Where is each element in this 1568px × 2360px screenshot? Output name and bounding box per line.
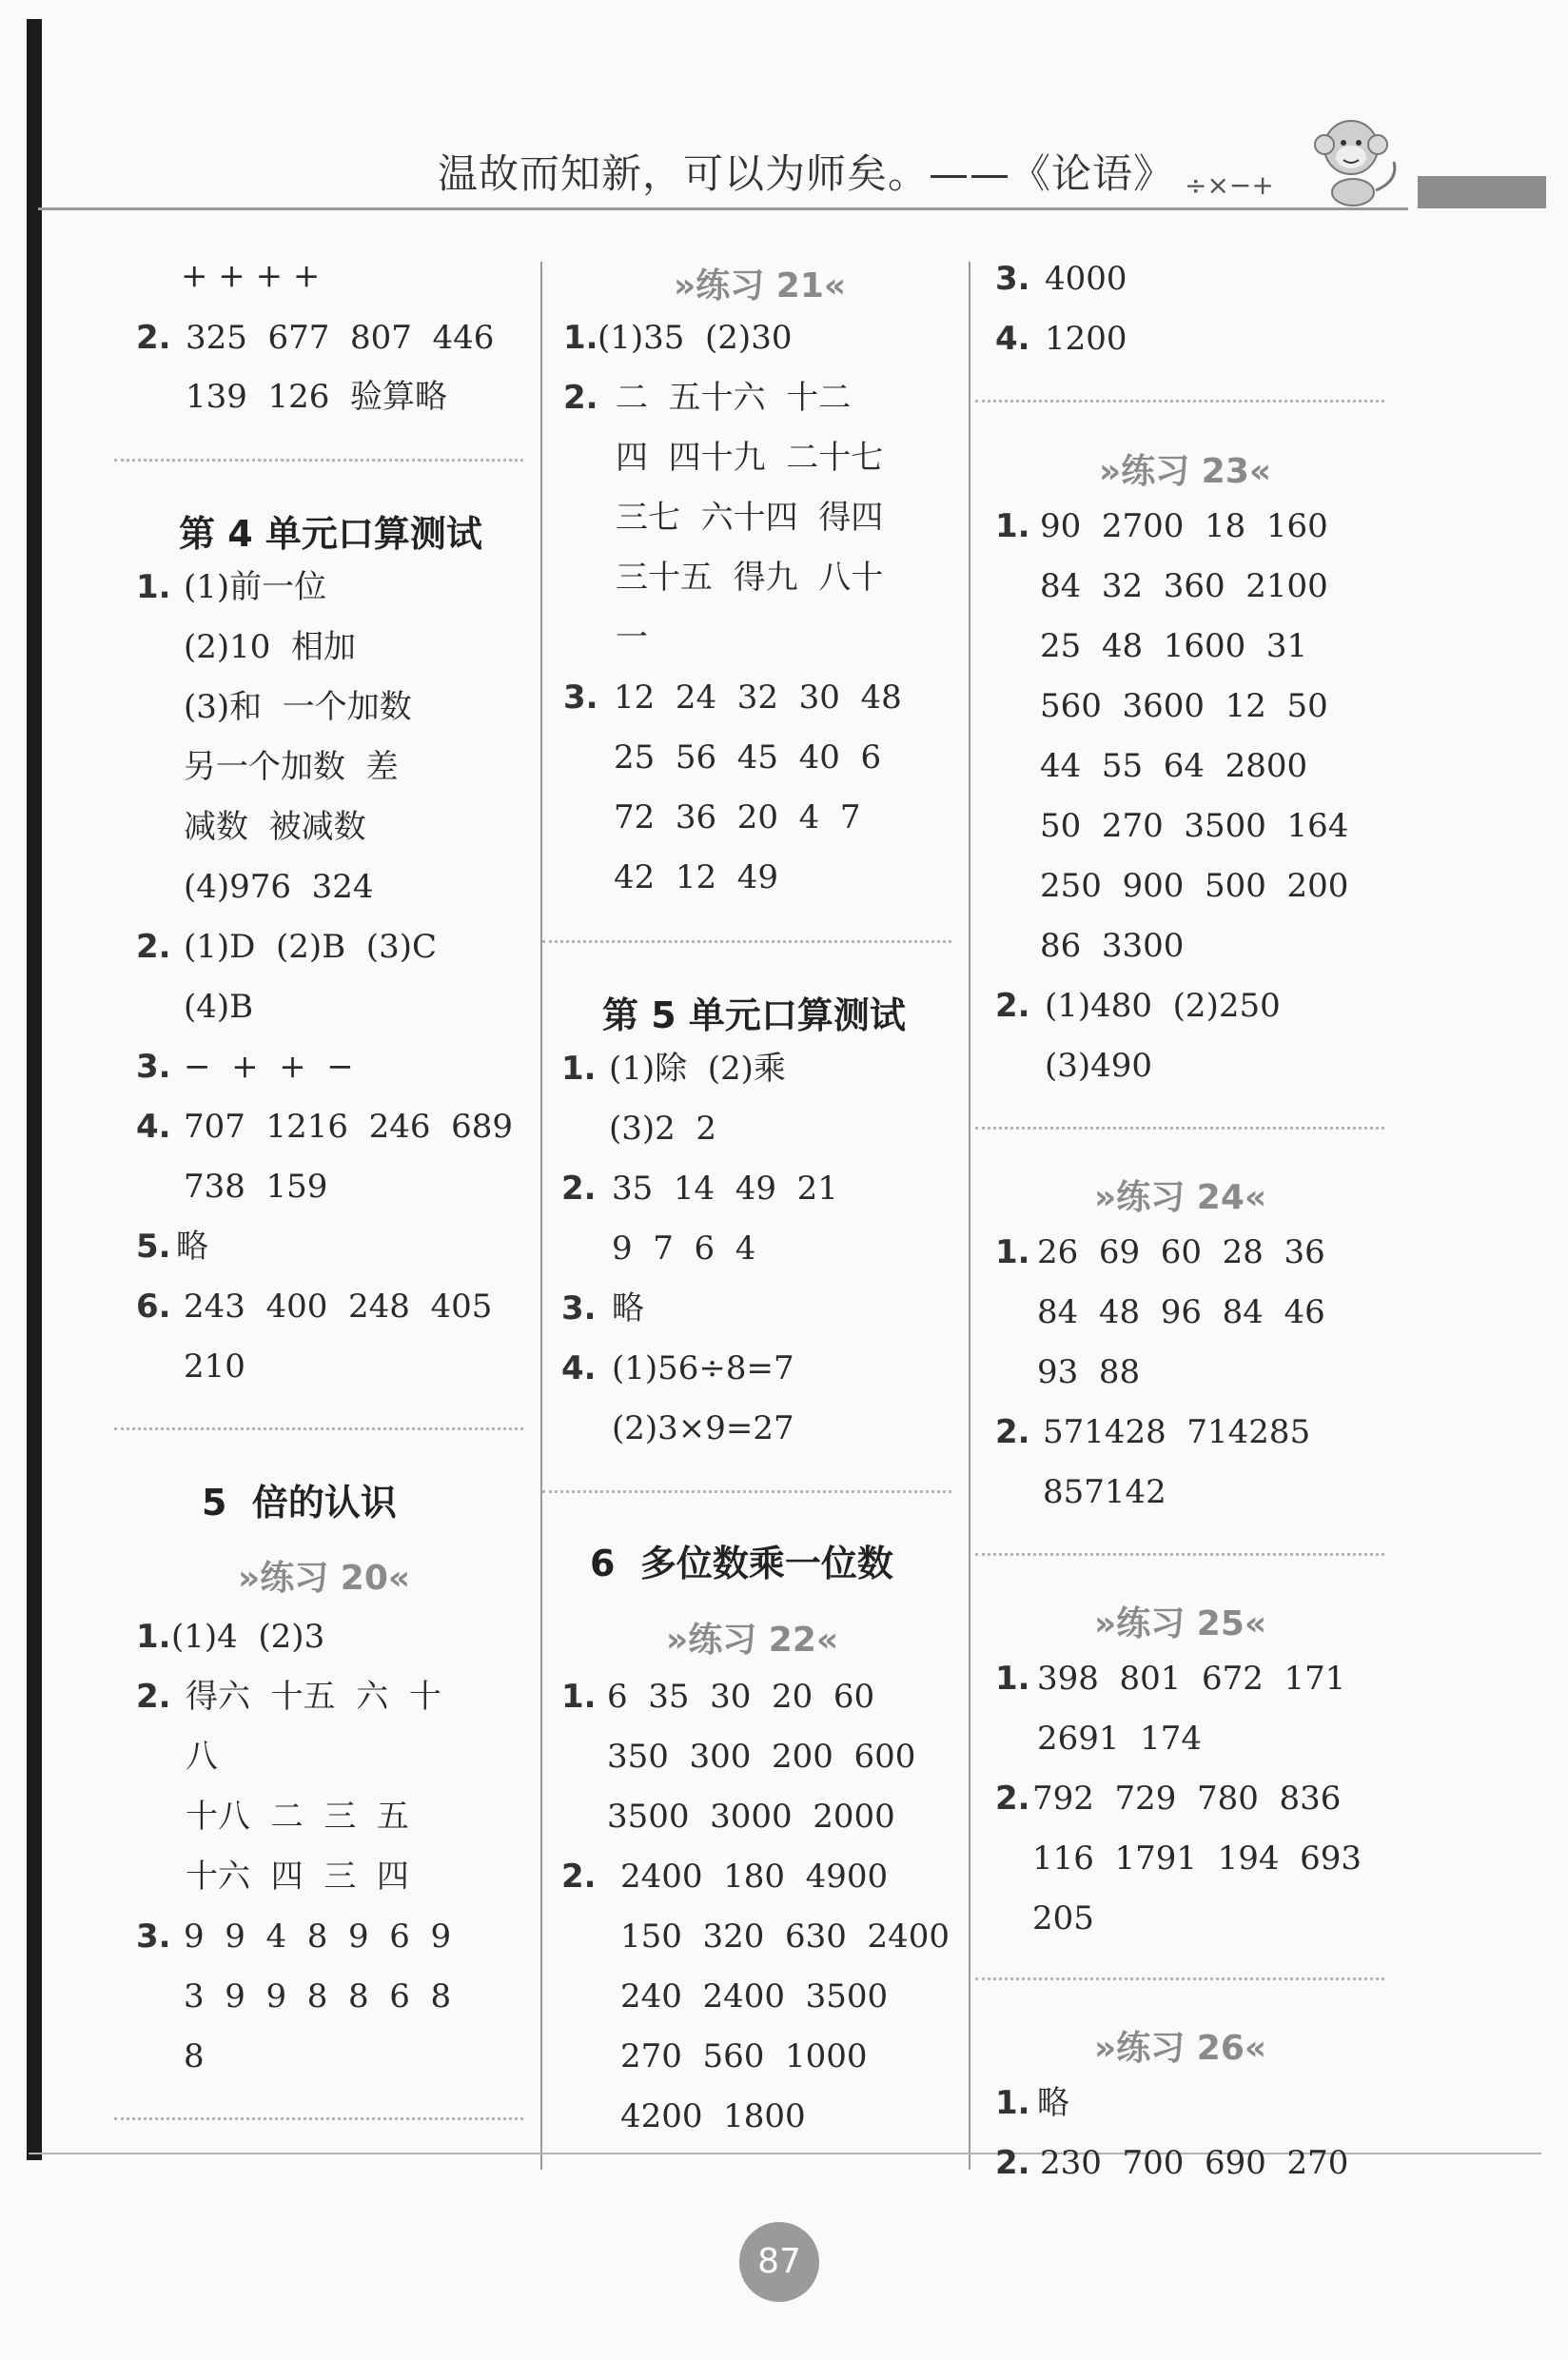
answer-line: 一 [616,619,648,657]
answer-line: 86 3300 [1040,927,1185,965]
answer-line: + + + + [181,257,321,295]
question-number: 4. [136,1108,171,1146]
answer-line: 84 48 96 84 46 [1037,1293,1325,1331]
answer-line: 8 [184,2037,205,2075]
question-number: 5. [136,1228,171,1266]
answer-line: 42 12 49 [614,858,779,896]
answer-line: 四 四十九 二十七 [616,439,884,477]
section-separator [975,1553,1384,1556]
answer-line: (1)480 (2)250 [1045,987,1281,1025]
practice-title: »练习 22« [666,1621,839,1660]
answer-line: (3)490 [1045,1047,1153,1085]
answer-line: 325 677 807 446 [186,319,495,357]
section-separator [114,2117,523,2120]
answer-line: 十八 二 三 五 [186,1798,409,1836]
answer-line: − + + − [184,1048,354,1086]
answer-line: 560 3600 12 50 [1040,687,1328,725]
answer-line: 230 700 690 270 [1040,2144,1349,2182]
answer-line: 205 [1032,1899,1094,1937]
answer-line: 139 126 验算略 [186,378,448,416]
answer-line: 2400 180 4900 [620,1858,889,1896]
answer-line: 792 729 780 836 [1032,1780,1342,1818]
column-divider-2 [969,262,970,2170]
answer-line: 4200 1800 [620,2097,806,2135]
chapter-title: 5 倍的认识 [202,1482,397,1524]
answer-line: 3500 3000 2000 [607,1798,895,1836]
practice-title: »练习 26« [1094,2029,1267,2068]
question-number: 2. [995,1413,1030,1451]
answer-line: 350 300 200 600 [607,1738,916,1776]
question-number: 2. [995,987,1030,1025]
answer-line: 44 55 64 2800 [1040,747,1308,785]
section-title: 第 5 单元口算测试 [602,994,906,1036]
answer-line: 略 [1037,2084,1069,2122]
answer-line: 93 88 [1037,1353,1141,1391]
question-number: 2. [563,379,598,417]
answer-line: (3)和 一个加数 [184,688,412,726]
book-spine [27,19,42,2160]
answer-line: (4)976 324 [184,868,374,906]
practice-title: »练习 21« [674,266,847,305]
question-number: 2. [136,928,171,966]
answer-line: 240 2400 3500 [620,1977,889,2016]
answer-line: 90 2700 18 160 [1040,507,1328,545]
question-number: 6. [136,1288,171,1326]
practice-title: »练习 25« [1094,1604,1267,1643]
answer-line: 243 400 248 405 [184,1288,493,1326]
question-number: 4. [995,320,1030,358]
question-number: 2. [561,1170,597,1208]
answer-line: 35 14 49 21 [612,1170,838,1208]
answer-line: 12 24 32 30 48 [614,678,902,717]
section-separator [542,1490,951,1493]
answer-line: 9 9 4 8 9 6 9 [184,1918,452,1956]
question-number: 1. [561,1050,597,1088]
answer-line: (3)2 2 [609,1110,717,1148]
question-number: 1. [995,2084,1030,2122]
practice-title: »练习 24« [1094,1178,1267,1217]
question-number: 1. [136,1618,171,1656]
question-number: 1. [995,1233,1030,1271]
answer-line: 116 1791 194 693 [1032,1839,1362,1878]
answer-line: 二 五十六 十二 [616,379,852,417]
answer-line: (1)35 (2)30 [598,319,793,357]
answer-line: 857142 [1043,1473,1166,1511]
answer-line: 三七 六十四 得四 [616,499,884,537]
question-number: 2. [995,1780,1030,1818]
answer-line: 250 900 500 200 [1040,867,1349,905]
question-number: 1. [995,1660,1030,1698]
question-number: 1. [563,319,598,357]
section-separator [114,1427,523,1430]
answer-line: (2)10 相加 [184,628,357,666]
answer-line: 26 69 60 28 36 [1037,1233,1325,1271]
question-number: 2. [136,319,171,357]
answer-line: 707 1216 246 689 [184,1108,514,1146]
monkey-icon [1303,105,1408,209]
answer-line: 398 801 672 171 [1037,1660,1346,1698]
question-number: 3. [136,1048,171,1086]
answer-line: 略 [612,1289,644,1328]
chapter-title: 6 多位数乘一位数 [590,1543,893,1584]
question-number: 2. [995,2144,1030,2182]
answer-line: (1)除 (2)乘 [609,1050,786,1088]
question-number: 2. [561,1858,597,1896]
section-separator [542,940,951,943]
header-motto: 温故而知新，可以为师矣。——《论语》 [438,150,1175,197]
answer-line: 略 [176,1228,208,1266]
answer-line: 150 320 630 2400 [620,1918,951,1956]
answer-line: 25 48 1600 31 [1040,627,1308,665]
math-operators: ÷×−+ [1185,169,1274,201]
answer-line: (1)4 (2)3 [171,1618,325,1656]
practice-title: »练习 23« [1099,452,1272,491]
page-number: 87 [739,2222,819,2302]
answer-line: 十六 四 三 四 [186,1858,409,1896]
answer-line: (4)B [184,988,254,1026]
answer-line: 三十五 得九 八十 [616,559,884,597]
answer-line: (1)前一位 [184,568,327,606]
answer-line: 571428 714285 [1043,1413,1311,1451]
answer-line: 738 159 [184,1168,328,1206]
answer-line: 减数 被减数 [184,808,366,846]
practice-title: »练习 20« [238,1559,411,1598]
answer-line: 另一个加数 差 [184,748,399,786]
answer-line: 2691 174 [1037,1720,1203,1758]
question-number: 4. [561,1349,597,1387]
answer-line: 得六 十五 六 十 [186,1678,441,1716]
answer-line: 9 7 6 4 [612,1229,756,1268]
answer-line: 210 [184,1347,245,1386]
answer-line: 3 9 9 8 8 6 8 [184,1977,452,2016]
section-separator [975,400,1384,403]
answer-line: (1)D (2)B (3)C [184,928,437,966]
question-number: 3. [561,1289,597,1328]
question-number: 3. [995,260,1030,298]
answer-line: 270 560 1000 [620,2037,868,2075]
answer-line: 1200 [1045,320,1127,358]
header-bar [1418,176,1546,208]
answer-line: (1)56÷8=7 [612,1349,794,1387]
column-divider-1 [540,262,542,2170]
answer-line: (2)3×9=27 [612,1409,794,1447]
answer-line: 84 32 360 2100 [1040,567,1328,605]
question-number: 3. [136,1918,171,1956]
section-separator [114,459,523,462]
question-number: 3. [563,678,598,717]
answer-line: 八 [186,1738,218,1776]
question-number: 1. [995,507,1030,545]
answer-line: 25 56 45 40 6 [614,738,882,777]
question-number: 1. [136,568,171,606]
section-title: 第 4 单元口算测试 [179,513,482,555]
answer-line: 6 35 30 20 60 [607,1678,875,1716]
question-number: 2. [136,1678,171,1716]
answer-line: 4000 [1045,260,1127,298]
header-rule [38,207,1408,210]
answer-line: 72 36 20 4 7 [614,798,861,836]
question-number: 1. [561,1678,597,1716]
section-separator [975,1127,1384,1130]
answer-line: 50 270 3500 164 [1040,807,1349,845]
section-separator [975,1977,1384,1980]
